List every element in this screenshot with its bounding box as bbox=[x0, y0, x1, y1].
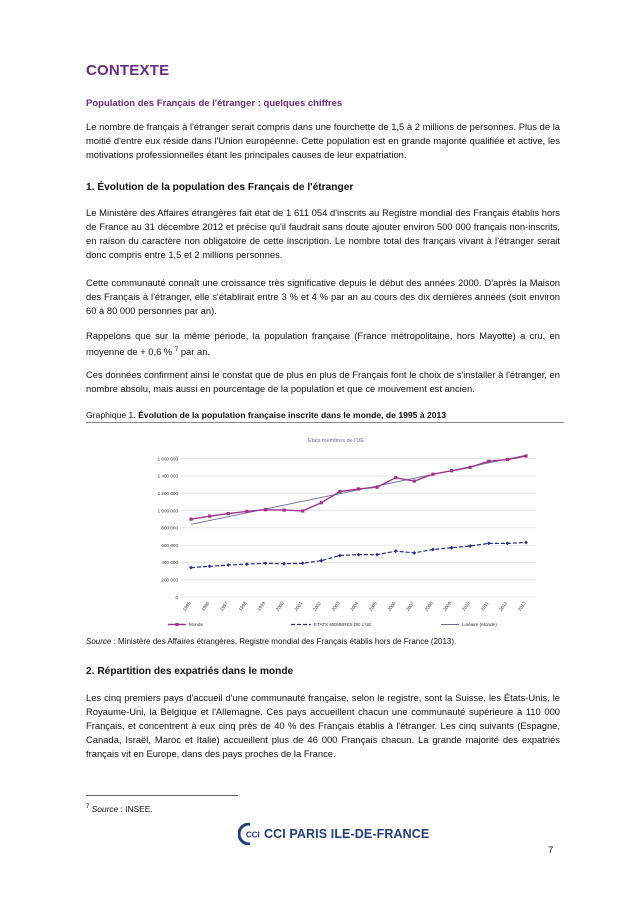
point-ue bbox=[394, 549, 398, 553]
footnote-ref[interactable]: 7 bbox=[174, 347, 179, 353]
point-monde bbox=[450, 469, 453, 472]
section-heading: CONTEXTE bbox=[86, 62, 170, 79]
x-tick-label: 2011 bbox=[479, 600, 490, 612]
point-monde bbox=[394, 476, 397, 479]
section-1-paragraph-4: Ces données confirment ainsi le constat que de plus en plus de Français font le choix de s'installer à l'étranger, en nombre absolu, mais aussi en pourcentage de la population et que ce mouvement est ancien. bbox=[86, 369, 560, 394]
y-tick-label: 1 200 000 bbox=[157, 491, 178, 497]
point-ue bbox=[357, 553, 361, 557]
point-ue bbox=[301, 561, 305, 565]
point-ue bbox=[264, 561, 268, 565]
paragraph-text-end: par an. bbox=[178, 346, 211, 358]
point-ue bbox=[487, 541, 491, 545]
point-monde bbox=[487, 460, 490, 463]
chart-caption bbox=[86, 410, 564, 423]
point-monde bbox=[189, 518, 192, 521]
x-tick-label: 2008 bbox=[423, 600, 434, 612]
point-monde bbox=[208, 515, 211, 518]
point-ue bbox=[208, 564, 212, 568]
point-monde bbox=[338, 490, 341, 493]
caption-title: Évolution de la population française inscrite dans le monde, de 1995 à 2013 bbox=[138, 410, 447, 420]
x-tick-label: 2012 bbox=[498, 600, 509, 612]
page-number: 7 bbox=[548, 845, 554, 856]
legend-label-trend: Linéaire (Monde) bbox=[462, 622, 497, 627]
section-1-paragraph-1: Le Ministère des Affaires étrangères fait état de 1 611 054 d'inscrits au Registre mondial des Français établis hors de France au 31 décembre 2012 et précise qu'il faudrait sans doute ajouter environ 500 000 français non-inscrits, en raison du caractère non obligatoire de cette inscription. Le nombre total des français vivant à l'étranger serait donc compris entre 1,5 et 2 millions personnes. bbox=[86, 207, 560, 260]
cci-logo bbox=[238, 823, 429, 845]
x-tick-label: 1998 bbox=[237, 600, 248, 612]
point-monde bbox=[301, 509, 304, 512]
point-monde bbox=[282, 508, 285, 511]
point-ue bbox=[524, 541, 528, 545]
legend-label-ue: ETATS MEMBRES DE L'UE bbox=[314, 622, 372, 627]
caption-prefix: Graphique 1. bbox=[86, 410, 139, 420]
y-tick-label: 0 bbox=[175, 594, 178, 600]
intro-paragraph: Le nombre de français à l'étranger serait compris dans une fourchette de 1,5 à 2 millions de personnes. Plus de la moitié d'entre eux réside dans l'Union européenne. Cette population est en grande majorité qualifiée et active, les motivations professionnelles étant les principales causes de leur expatriation. bbox=[86, 121, 560, 160]
x-tick-label: 1999 bbox=[256, 600, 267, 612]
y-tick-label: 200 000 bbox=[161, 577, 178, 583]
source-text: : Ministère des Affaires étrangères, Registre mondial des Français établis hors de France (2013). bbox=[111, 637, 457, 646]
legend-label-monde: Monde bbox=[189, 622, 204, 627]
footnote-divider bbox=[86, 795, 238, 796]
point-ue bbox=[450, 546, 454, 550]
point-monde bbox=[506, 458, 509, 461]
footnote bbox=[86, 804, 153, 814]
cci-logo-icon bbox=[238, 823, 260, 845]
x-tick-label: 2002 bbox=[312, 600, 323, 612]
footnote-label: Source bbox=[91, 804, 119, 814]
point-monde bbox=[357, 487, 360, 490]
point-monde bbox=[376, 486, 379, 489]
point-ue bbox=[226, 563, 230, 567]
section-1-paragraph-3 bbox=[86, 329, 560, 359]
x-tick-label: 2003 bbox=[330, 600, 341, 612]
footnote-number: 7 bbox=[86, 804, 90, 811]
section-1-title: 1. Évolution de la population des Français de l'étranger bbox=[86, 182, 354, 193]
point-monde bbox=[413, 480, 416, 483]
chart-title: Etats membres de l'UE bbox=[307, 438, 365, 444]
section-2-title: 2. Répartition des expatriés dans le monde bbox=[86, 666, 294, 677]
y-tick-label: 1 400 000 bbox=[157, 473, 178, 479]
source-label: Source bbox=[86, 637, 112, 646]
y-tick-label: 1 000 000 bbox=[157, 508, 178, 514]
point-ue bbox=[319, 559, 323, 563]
point-ue bbox=[505, 541, 509, 545]
point-monde bbox=[431, 473, 434, 476]
point-ue bbox=[431, 548, 435, 552]
x-tick-label: 1997 bbox=[219, 600, 230, 612]
x-tick-label: 2000 bbox=[274, 600, 285, 612]
point-monde bbox=[469, 466, 472, 469]
section-2-paragraph: Les cinq premiers pays d'accueil d'une communauté française, selon le registre, sont la Suisse, les États-Unis, le Royaume-Uni, la Belgique et l'Allemagne. Ces pays accueillent chacun une communauté supérieure à 110 000 Français, et concentrent à eux cinq près de 40 % des Français établis à l'étranger. Les cinq suivants (Espagne, Canada, Israël, Maroc et Italie) accueillent plus de 46 000 Français chacun. La grande majorité des expatriés français vit en Europe, dans des pays proches de la France. bbox=[86, 692, 560, 759]
svg-text:CCI: CCI bbox=[246, 830, 260, 840]
point-monde bbox=[245, 510, 248, 513]
x-tick-label: 2007 bbox=[405, 600, 416, 612]
point-monde bbox=[524, 454, 527, 457]
x-tick-label: 2009 bbox=[442, 600, 453, 612]
y-tick-label: 800 000 bbox=[161, 525, 178, 531]
point-ue bbox=[338, 554, 342, 558]
y-tick-label: 600 000 bbox=[161, 542, 178, 548]
point-ue bbox=[189, 566, 193, 570]
x-tick-label: 2006 bbox=[386, 600, 397, 612]
point-ue bbox=[375, 553, 379, 557]
y-tick-label: 400 000 bbox=[161, 560, 178, 566]
chart-source bbox=[86, 637, 456, 646]
point-ue bbox=[412, 551, 416, 555]
x-tick-label: 1995 bbox=[181, 600, 192, 612]
point-monde bbox=[227, 512, 230, 515]
x-tick-label: 2013 bbox=[516, 600, 527, 612]
x-tick-label: 2001 bbox=[293, 600, 304, 612]
x-tick-label: 1996 bbox=[200, 600, 211, 612]
section-1-paragraph-2: Cette communauté connaît une croissance très significative depuis le début des années 2000. D'après la Maison des Français à l'étranger, elle s'établirait entre 3 % et 4 % par an au cours des dix dernières années (soit environ 60 à 80 000 personnes par an). bbox=[86, 277, 560, 316]
point-monde bbox=[320, 501, 323, 504]
footnote-text: : INSEE. bbox=[118, 804, 153, 814]
y-tick-label: 1 600 000 bbox=[157, 456, 178, 462]
point-ue bbox=[245, 562, 249, 566]
population-chart bbox=[86, 430, 560, 630]
subheading: Population des Français de l'étranger : quelques chiffres bbox=[86, 98, 343, 109]
legend-marker-monde bbox=[176, 623, 179, 626]
x-tick-label: 2004 bbox=[349, 600, 360, 612]
logo-text: CCI PARIS ILE-DE-FRANCE bbox=[264, 827, 430, 841]
point-ue bbox=[468, 544, 472, 548]
point-monde bbox=[264, 508, 267, 511]
paragraph-text: Rappelons que sur la même période, la population française (France métropolitaine, hors Mayotte) a cru, en moyenne de + 0,6 % bbox=[86, 330, 560, 358]
x-tick-label: 2005 bbox=[367, 600, 378, 612]
x-tick-label: 2010 bbox=[461, 600, 471, 612]
